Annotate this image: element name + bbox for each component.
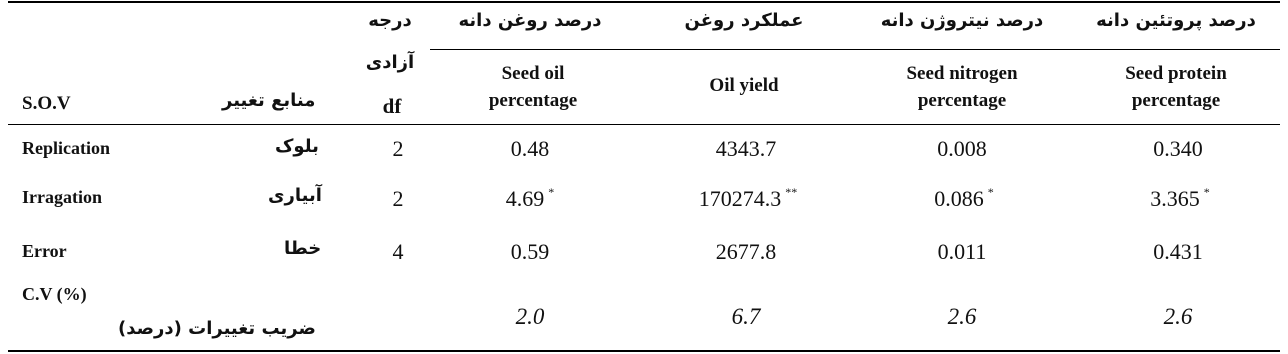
cell-cv: 6.7 [731, 304, 761, 329]
df-header-fa-1: درجه [368, 10, 412, 31]
row-label-cv: C.V (%) [22, 284, 87, 304]
table-bottom-rule [8, 350, 1280, 352]
cell-value [506, 186, 555, 212]
col-oil-pct-en-1: Seed oil [501, 63, 565, 84]
significance-mark: * [548, 185, 555, 199]
col-nitrogen-en-2: percentage [917, 90, 1007, 111]
cell-cv: 2.0 [515, 304, 545, 329]
cell-cv: 2.6 [1163, 304, 1193, 329]
cell-df: 4 [392, 239, 404, 264]
significance-mark: * [987, 185, 994, 199]
col-nitrogen-fa: درصد نیتروژن دانه [880, 10, 1044, 31]
table-top-rule [8, 1, 1280, 3]
cell-number: 0.086 [934, 186, 984, 211]
cell-value [934, 186, 994, 212]
cell-value: 0.431 [1153, 239, 1203, 264]
cell-number: 3.365 [1150, 186, 1200, 211]
df-header: df [382, 94, 402, 118]
sov-header-fa: منابع تغییر [222, 90, 316, 111]
row-label-error: Error [22, 241, 67, 261]
cell-df: 2 [392, 186, 404, 211]
cell-value [699, 186, 798, 212]
col-oil-pct-en-2: percentage [488, 90, 578, 111]
cell-number: 170274.3 [698, 186, 782, 211]
cell-value: 0.008 [937, 136, 987, 161]
significance-mark: * [1203, 185, 1210, 199]
df-header-fa-2: آزادی [365, 52, 415, 73]
row-label-irragation-fa: آبیاری [268, 185, 322, 206]
col-protein-fa: درصد پروتئین دانه [1096, 10, 1256, 31]
col-protein-en-1: Seed protein [1125, 63, 1227, 84]
cell-value: 0.59 [510, 239, 550, 264]
header-bottom-rule [8, 124, 1280, 125]
sov-header: S.O.V [22, 93, 71, 114]
row-label-error-fa: خطا [284, 238, 322, 259]
col-nitrogen-en-1: Seed nitrogen [906, 63, 1018, 84]
cell-value: 0.011 [937, 239, 987, 264]
cell-value [1150, 186, 1210, 212]
cell-value: 0.340 [1153, 136, 1203, 161]
cell-cv: 2.6 [947, 304, 977, 329]
col-oil-yield-en-1: Oil yield [709, 75, 779, 96]
cell-value: 0.48 [510, 136, 550, 161]
col-oil-pct-fa: درصد روغن دانه [458, 10, 602, 31]
row-label-cv-fa: ضریب تغییرات (درصد) [118, 318, 316, 339]
cell-df: 2 [392, 136, 404, 161]
header-mid-rule [430, 49, 1280, 50]
row-label-replication: Replication [22, 138, 110, 158]
cell-value: 4343.7 [715, 136, 777, 161]
row-label-irragation: Irragation [22, 187, 102, 207]
significance-mark: ** [785, 185, 798, 199]
row-label-replication-fa: بلوک [275, 136, 319, 157]
col-protein-en-2: percentage [1131, 90, 1221, 111]
col-oil-yield-fa: عملکرد روغن [684, 10, 804, 31]
cell-number: 4.69 [505, 186, 545, 211]
cell-value: 2677.8 [715, 239, 777, 264]
